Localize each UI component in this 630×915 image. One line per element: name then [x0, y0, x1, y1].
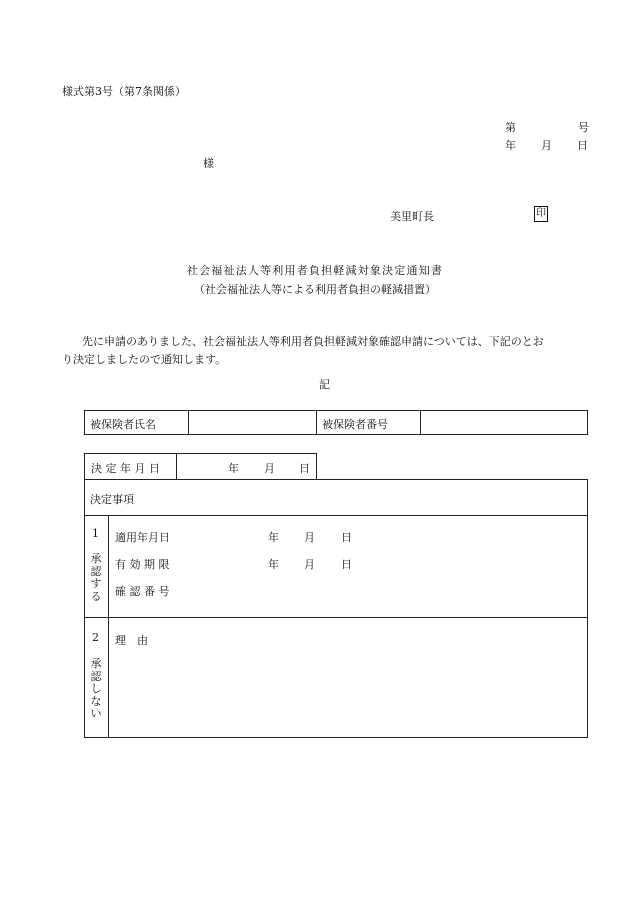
approve-number: 1 — [92, 527, 99, 540]
document-title: 社会福祉法人等利用者負担軽減対象決定通知書 — [186, 264, 444, 277]
form-number: 様式第3号（第7条関係） — [62, 85, 186, 98]
confirm-number-label: 確 認 番 号 — [115, 585, 170, 598]
divider — [176, 453, 177, 480]
apply-date-label: 適用年月日 — [115, 531, 170, 544]
expiry-label: 有 効 期 限 — [115, 558, 170, 571]
insured-name-label: 被保険者氏名 — [90, 418, 156, 431]
notice-date-year: 年 — [505, 139, 516, 152]
expiry-month: 月 — [304, 558, 315, 571]
reject-vertical-label: 承認しない — [90, 657, 102, 720]
expiry-day: 日 — [341, 558, 352, 571]
apply-date-day: 日 — [341, 531, 352, 544]
seal-mark: 印 — [534, 206, 548, 222]
reason-label: 理 由 — [115, 634, 148, 647]
apply-date-month: 月 — [304, 531, 315, 544]
divider — [108, 515, 109, 738]
decision-date-day: 日 — [299, 462, 310, 475]
decision-items-table — [84, 479, 588, 738]
issuer-name: 美里町長 — [390, 210, 434, 223]
body-paragraph — [62, 333, 590, 369]
divider — [84, 515, 588, 516]
reject-number: 2 — [92, 631, 99, 644]
notice-number-prefix: 第 — [505, 121, 516, 134]
decision-date-month: 月 — [264, 462, 275, 475]
body-line-2: り決定しましたので通知します。 — [62, 353, 227, 366]
notice-number-suffix: 号 — [578, 121, 589, 134]
expiry-year: 年 — [268, 558, 279, 571]
divider — [420, 410, 421, 435]
body-line-1: 先に申請のありました、社会福祉法人等利用者負担軽減対象確認申請については、下記のとお — [82, 335, 544, 348]
approve-vertical-label: 承認する — [90, 552, 102, 603]
document-subtitle: （社会福祉法人等による利用者負担の軽減措置） — [194, 283, 436, 296]
addressee-suffix: 様 — [203, 157, 214, 170]
decision-items-label: 決定事項 — [90, 493, 134, 506]
divider — [84, 617, 588, 618]
insured-number-label: 被保険者番号 — [322, 418, 388, 431]
ki-heading: 記 — [319, 378, 330, 391]
notice-date-month: 月 — [541, 139, 552, 152]
notice-date-day: 日 — [577, 139, 588, 152]
divider — [188, 410, 189, 435]
divider — [316, 410, 317, 435]
apply-date-year: 年 — [268, 531, 279, 544]
decision-date-label: 決 定 年 月 日 — [91, 462, 160, 475]
decision-date-year: 年 — [228, 462, 239, 475]
